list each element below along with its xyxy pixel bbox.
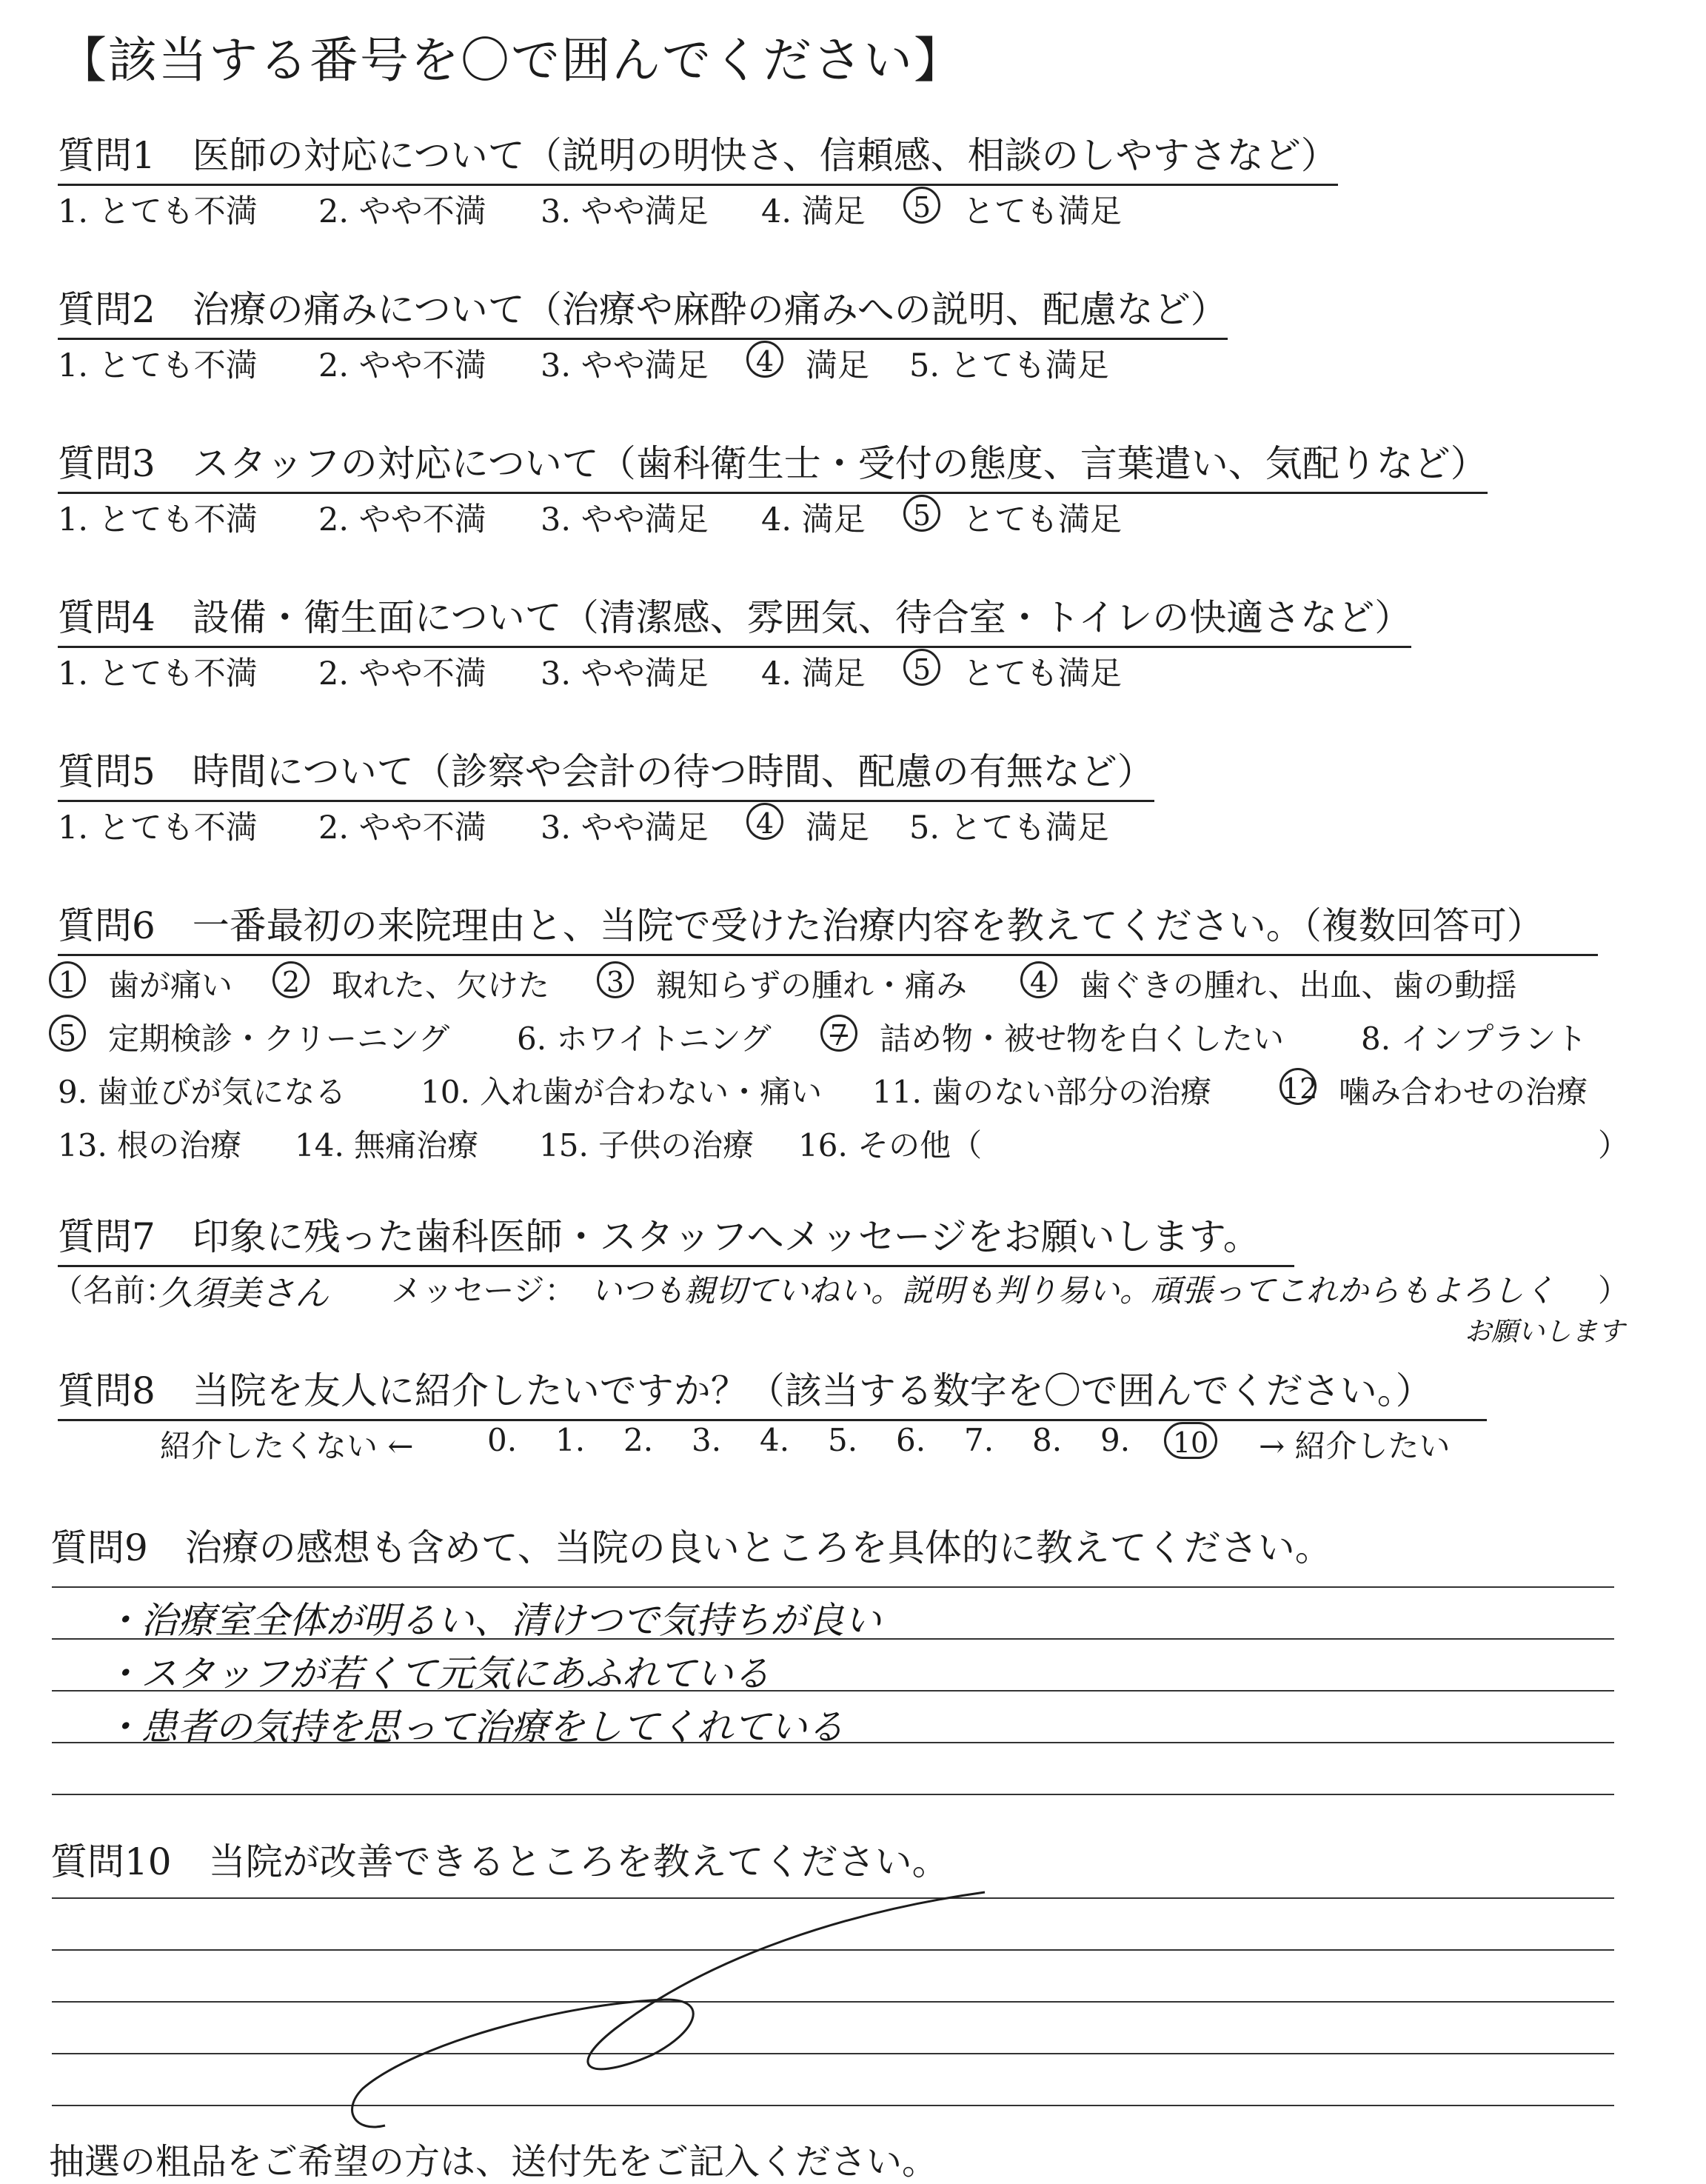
q4-option-2[interactable]: 2. やや不満 xyxy=(318,655,486,692)
q6-option-4-label: 歯ぐきの腫れ、出血、歯の動揺 xyxy=(1080,967,1517,1003)
q8-scale-7[interactable]: 7. xyxy=(964,1422,994,1458)
q3-option-5-circled[interactable]: 5 xyxy=(903,495,940,532)
q1-option-3[interactable]: 3. やや満足 xyxy=(541,193,709,230)
question-3-title: 質問3 スタッフの対応について（歯科衛生士・受付の態度、言葉遣い、気配りなど） xyxy=(58,434,1488,494)
q8-scale-2[interactable]: 2. xyxy=(623,1422,654,1458)
footer-prize-note: 抽選の粗品をご希望の方は、送付先をご記入ください。 xyxy=(49,2141,938,2183)
question-2-title: 質問2 治療の痛みについて（治療や麻酔の痛みへの説明、配慮など） xyxy=(58,280,1228,340)
form-header: 【該当する番号を〇で囲んでください】 xyxy=(58,32,964,89)
q1-option-5-circled[interactable]: 5 xyxy=(903,187,940,224)
q8-scale-5[interactable]: 5. xyxy=(828,1422,858,1458)
q7-close-paren: ） xyxy=(1598,1272,1630,1309)
q1-option-2[interactable]: 2. やや不満 xyxy=(318,193,486,230)
q4-option-5-circled[interactable]: 5 xyxy=(903,649,940,686)
q6-option-12-label: 噛み合わせの治療 xyxy=(1339,1074,1588,1110)
q6-option-1-label: 歯が痛い xyxy=(108,967,233,1003)
q4-option-3[interactable]: 3. やや満足 xyxy=(541,655,709,692)
question-6-title: 質問6 一番最初の来院理由と、当院で受けた治療内容を教えてください。（複数回答可） xyxy=(58,896,1598,956)
q2-option-2[interactable]: 2. やや不満 xyxy=(318,347,486,384)
q7-name-label: （名前： xyxy=(52,1272,177,1309)
q6-option-4-circled[interactable]: 4 xyxy=(1020,961,1057,998)
q6-option-3-circled[interactable]: 3 xyxy=(597,961,634,998)
q4-option-4[interactable]: 4. 満足 xyxy=(761,655,866,692)
q5-option-1[interactable]: 1. とても不満 xyxy=(58,809,258,846)
question-10-title: 質問10 当院が改善できるところを教えてください。 xyxy=(50,1840,949,1883)
q6-option-13[interactable]: 13. 根の治療 xyxy=(58,1127,242,1163)
q7-message-label: メッセージ： xyxy=(391,1272,576,1309)
q6-option-5-label: 定期検診・クリーニング xyxy=(108,1021,450,1057)
q3-option-5-label: とても満足 xyxy=(963,501,1122,538)
q8-scale-10-circled[interactable]: 10 xyxy=(1164,1422,1217,1459)
question-7-title: 質問7 印象に残った歯科医師・スタッフへメッセージをお願いします。 xyxy=(58,1207,1294,1267)
q6-option-6[interactable]: 6. ホワイトニング xyxy=(517,1021,772,1057)
q6-option-15[interactable]: 15. 子供の治療 xyxy=(539,1127,755,1163)
q7-name-value[interactable]: 久須美さん xyxy=(158,1273,329,1313)
q8-scale-8[interactable]: 8. xyxy=(1032,1422,1063,1458)
q6-option-12-circled[interactable]: 12 xyxy=(1280,1068,1317,1105)
q5-option-5[interactable]: 5. とても満足 xyxy=(909,809,1109,846)
q1-option-5-label: とても満足 xyxy=(963,193,1122,230)
q9-answer-2[interactable]: ・スタッフが若くて元気にあふれている xyxy=(104,1652,770,1695)
q3-option-2[interactable]: 2. やや不満 xyxy=(318,501,486,538)
q6-option-16[interactable]: 16. その他（ xyxy=(798,1127,983,1163)
q8-scale-1[interactable]: 1. xyxy=(555,1422,586,1458)
q5-option-4-label: 満足 xyxy=(806,809,869,846)
q6-option-8[interactable]: 8. インプラント xyxy=(1361,1021,1588,1057)
q6-option-7-crossed[interactable]: 7 xyxy=(820,1015,857,1052)
q6-option-10[interactable]: 10. 入れ歯が合わない・痛い xyxy=(421,1074,823,1110)
q6-option-11[interactable]: 11. 歯のない部分の治療 xyxy=(872,1074,1212,1110)
q8-scale-9[interactable]: 9. xyxy=(1100,1422,1131,1458)
q3-option-1[interactable]: 1. とても不満 xyxy=(58,501,258,538)
question-5-title: 質問5 時間について（診察や会計の待つ時間、配慮の有無など） xyxy=(58,742,1154,802)
q6-option-7-label: 詰め物・被せ物を白くしたい xyxy=(880,1021,1285,1057)
q7-message-continued: お願いします xyxy=(1465,1317,1625,1347)
q2-option-1[interactable]: 1. とても不満 xyxy=(58,347,258,384)
q4-option-5-label: とても満足 xyxy=(963,655,1122,692)
question-4-title: 質問4 設備・衛生面について（清潔感、雰囲気、待合室・トイレの快適さなど） xyxy=(58,588,1411,648)
q6-option-9[interactable]: 9. 歯並びが気になる xyxy=(58,1074,347,1110)
q2-option-3[interactable]: 3. やや満足 xyxy=(541,347,709,384)
q8-left-label: 紹介したくない ← xyxy=(160,1428,414,1464)
q5-option-3[interactable]: 3. やや満足 xyxy=(541,809,709,846)
q2-option-4-label: 満足 xyxy=(806,347,869,384)
q3-option-3[interactable]: 3. やや満足 xyxy=(541,501,709,538)
q6-option-16-close: ） xyxy=(1598,1127,1630,1163)
q1-option-4[interactable]: 4. 満足 xyxy=(761,193,866,230)
q4-option-1[interactable]: 1. とても不満 xyxy=(58,655,258,692)
q8-scale-0[interactable]: 0. xyxy=(487,1422,518,1458)
q5-option-2[interactable]: 2. やや不満 xyxy=(318,809,486,846)
q8-scale-3[interactable]: 3. xyxy=(692,1422,722,1458)
q1-option-1[interactable]: 1. とても不満 xyxy=(58,193,258,230)
question-1-title: 質問1 医師の対応について（説明の明快さ、信頼感、相談のしやすさなど） xyxy=(58,126,1338,186)
q3-option-4[interactable]: 4. 満足 xyxy=(761,501,866,538)
q8-scale-4[interactable]: 4. xyxy=(760,1422,790,1458)
q8-right-label: → 紹介したい xyxy=(1259,1428,1451,1464)
q5-option-4-circled[interactable]: 4 xyxy=(746,803,783,840)
q2-option-5[interactable]: 5. とても満足 xyxy=(909,347,1109,384)
q2-option-4-circled[interactable]: 4 xyxy=(746,341,783,378)
q6-option-2-label: 取れた、欠けた xyxy=(332,967,550,1003)
question-9-title: 質問9 治療の感想も含めて、当院の良いところを具体的に教えてください。 xyxy=(50,1526,1332,1569)
question-8-title: 質問8 当院を友人に紹介したいですか？（該当する数字を〇で囲んでください。） xyxy=(58,1361,1487,1421)
q9-answer-3[interactable]: ・患者の気持を思って治療をしてくれている xyxy=(104,1706,844,1749)
q9-answer-1[interactable]: ・治療室全体が明るい、清けつで気持ちが良い xyxy=(104,1599,881,1642)
q6-option-3-label: 親知らずの腫れ・痛み xyxy=(656,967,968,1003)
q6-option-2-circled[interactable]: 2 xyxy=(272,961,310,998)
q8-scale-6[interactable]: 6. xyxy=(896,1422,926,1458)
q6-option-14[interactable]: 14. 無痛治療 xyxy=(295,1127,479,1163)
q7-message-value[interactable]: いつも親切ていねい。説明も判り易い。頑張ってこれからもよろしく xyxy=(591,1272,1556,1309)
q6-option-5-circled[interactable]: 5 xyxy=(49,1015,86,1052)
q6-option-1-circled[interactable]: 1 xyxy=(49,961,86,998)
